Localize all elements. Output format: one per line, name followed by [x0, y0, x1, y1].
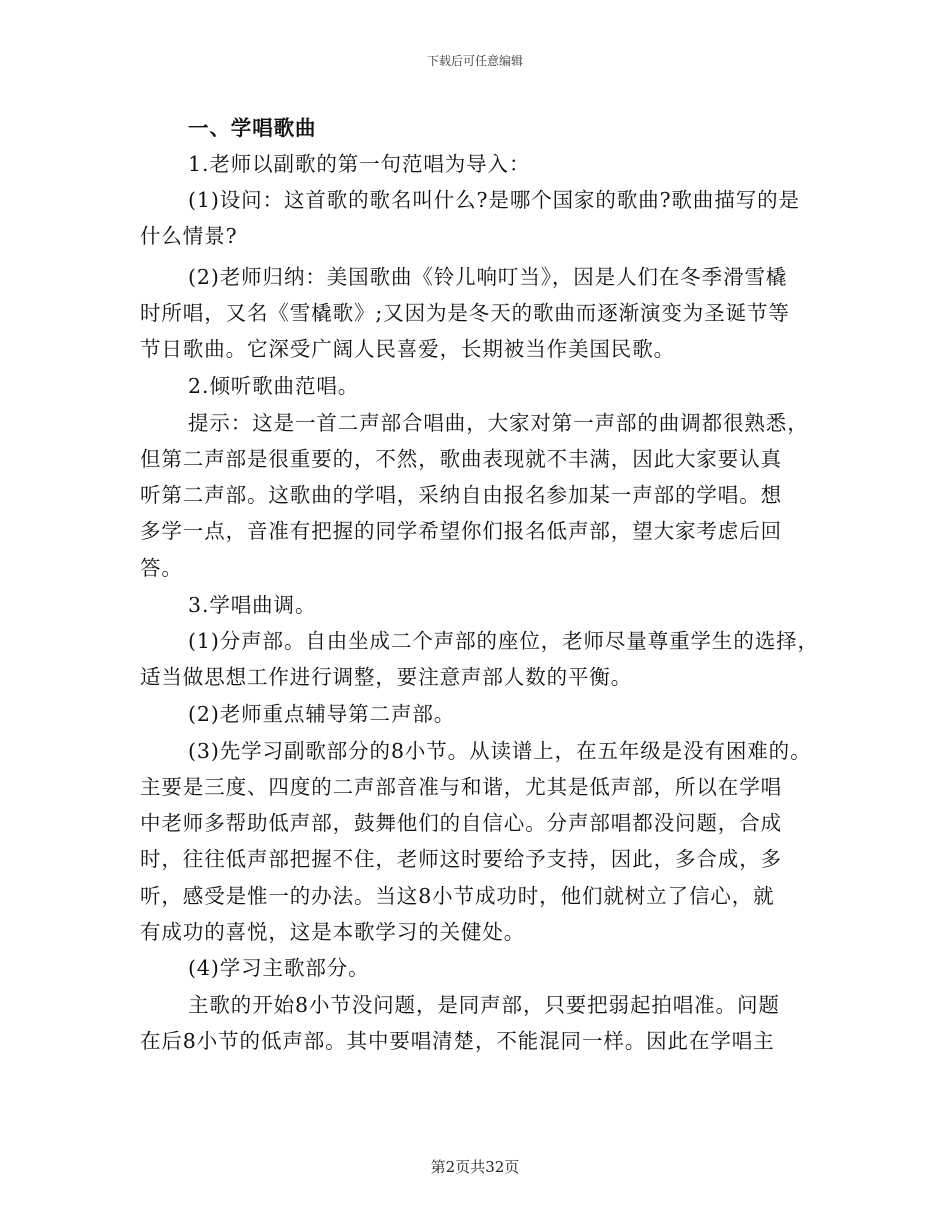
paragraph-line: 听，感受是惟一的办法。当这8小节成功时，他们就树立了信心，就: [140, 884, 775, 908]
paragraph-line: (2)老师归纳：美国歌曲《铃儿响叮当》，因是人们在冬季滑雪橇: [188, 265, 788, 289]
paragraph-line: 2.倾听歌曲范唱。: [188, 374, 360, 398]
paragraph-line: 多学一点，音准有把握的同学希望你们报名低声部，望大家考虑后回: [140, 519, 782, 543]
paragraph-line: 时所唱，又名《雪橇歌》;又因为是冬天的歌曲而逐渐演变为圣诞节等: [140, 301, 790, 325]
page-header-note: 下载后可任意编辑: [426, 54, 523, 68]
page-number: 第2页共32页: [430, 1158, 520, 1176]
paragraph-line: 1.老师以副歌的第一句范唱为导入：: [188, 152, 531, 176]
paragraph-line: 3.学唱曲调。: [188, 593, 317, 617]
paragraph-line: 提示：这是一首二声部合唱曲，大家对第一声部的曲调都很熟悉，: [188, 411, 809, 435]
paragraph-line: 中老师多帮助低声部，鼓舞他们的自信心。分声部唱都没问题，合成: [140, 811, 782, 835]
paragraph-line: 但第二声部是很重要的，不然，歌曲表现就不丰满，因此大家要认真: [140, 447, 782, 471]
paragraph-line: 节日歌曲。它深受广阔人民喜爱，长期被当作美国民歌。: [140, 337, 675, 361]
section-heading: 一、学唱歌曲: [188, 116, 317, 140]
paragraph-line: 时，往往低声部把握不住，老师这时要给予支持，因此，多合成，多: [140, 847, 782, 871]
paragraph-line: 适当做思想工作进行调整，要注意声部人数的平衡。: [140, 665, 633, 689]
paragraph-line: 听第二声部。这歌曲的学唱，采纳自由报名参加某一声部的学唱。想: [140, 483, 782, 507]
paragraph-line: 在后8小节的低声部。其中要唱清楚，不能混同一样。因此在学唱主: [140, 1029, 775, 1053]
paragraph-line: 主要是三度、四度的二声部音准与和谐，尤其是低声部，所以在学唱: [140, 775, 782, 799]
paragraph-line: 答。: [140, 556, 183, 580]
paragraph-line: (3)先学习副歌部分的8小节。从读谱上，在五年级是没有困难的。: [188, 739, 812, 763]
paragraph-line: (2)老师重点辅导第二声部。: [188, 702, 456, 726]
paragraph-line: 主歌的开始8小节没问题，是同声部，只要把弱起拍唱准。问题: [188, 993, 780, 1017]
paragraph-line: 有成功的喜悦，这是本歌学习的关健处。: [140, 920, 526, 944]
paragraph-line: (4)学习主歌部分。: [188, 956, 370, 980]
paragraph-line: 什么情景?: [140, 224, 238, 248]
paragraph-line: (1)设问：这首歌的歌名叫什么?是哪个国家的歌曲?歌曲描写的是: [188, 188, 800, 212]
paragraph-line: (1)分声部。自由坐成二个声部的座位，老师尽量尊重学生的选择，: [188, 629, 819, 653]
